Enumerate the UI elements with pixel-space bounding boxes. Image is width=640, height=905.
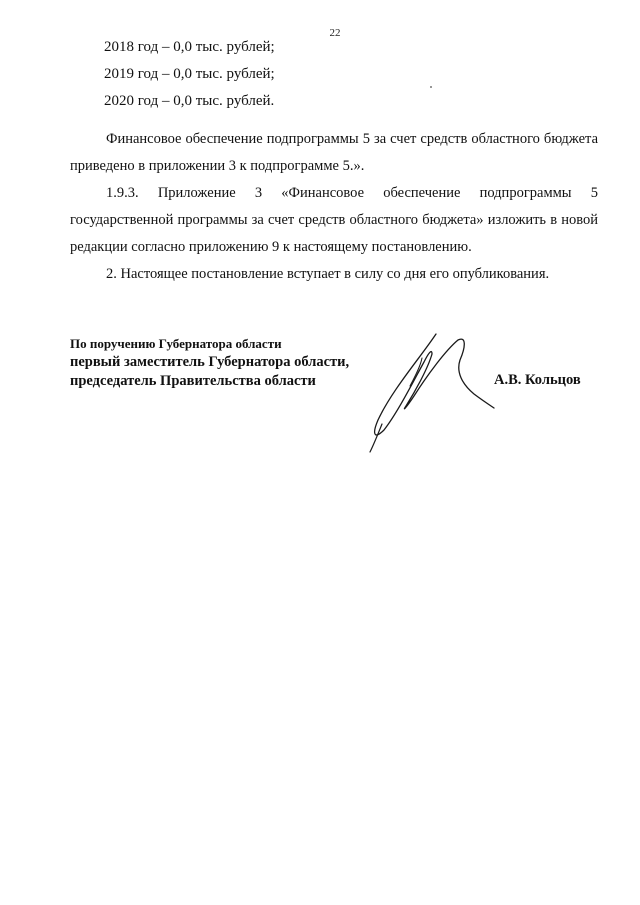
signature-line-authority: По поручению Губернатора области	[70, 336, 282, 351]
paragraph-text: 2. Настоящее постановление вступает в силу со дня его опубликования.	[106, 266, 550, 282]
paragraph-funding-note	[70, 126, 598, 180]
page-number: 22	[329, 27, 341, 39]
handwritten-signature	[362, 328, 502, 454]
funding-year-2019: 2019 год – 0,0 тыс. рублей;	[104, 66, 275, 82]
signatory-name: А.В. Кольцов	[494, 372, 581, 388]
scan-speck	[430, 86, 432, 88]
funding-year-2020: 2020 год – 0,0 тыс. рублей.	[104, 93, 275, 109]
signature-block	[70, 335, 349, 391]
paragraph-effective-date	[70, 261, 598, 288]
paragraph-appendix-3	[70, 180, 598, 261]
signature-line-title: председатель Правительства области	[70, 373, 316, 389]
paragraph-text: Финансовое обеспечение подпрограммы 5 за счет средств областного бюджета приведено в приложении 3 к подпрограмме 5.».	[70, 131, 598, 174]
signature-line-position: первый заместитель Губернатора области,	[70, 354, 350, 370]
funding-year-2018: 2018 год – 0,0 тыс. рублей;	[104, 39, 275, 55]
paragraph-text: 1.9.3. Приложение 3 «Финансовое обеспечение подпрограммы 5 государственной программы за счет средств областного бюджета» изложить в новой редакции согласно приложению 9 к настоящему постановлению.	[70, 185, 598, 255]
